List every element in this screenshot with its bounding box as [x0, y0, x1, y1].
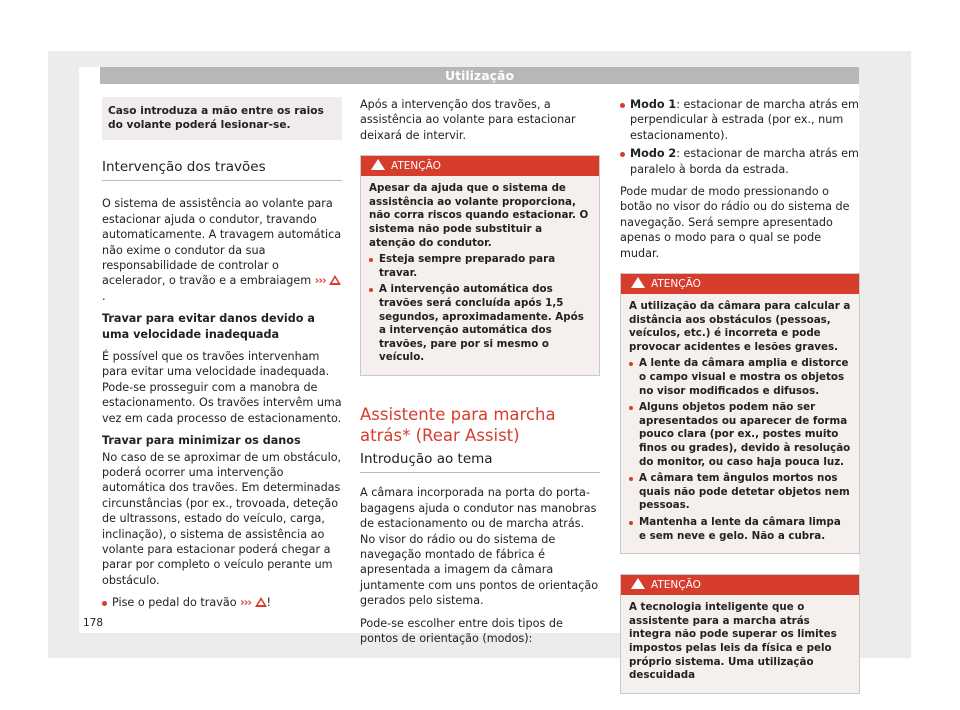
warning-body	[361, 176, 599, 375]
paragraph: Após a intervenção dos travões, a assistência ao volante para estacionar deixará de intervir.	[360, 98, 576, 142]
warning-text: Apesar da ajuda que o sistema de assistência ao volante proporciona, não corra riscos quando estacionar. O sistema não pode substituir a atenção do condutor.	[369, 182, 589, 249]
page-header: Utilização	[100, 67, 859, 84]
warning-box	[620, 273, 860, 554]
subheading: Travar para minimizar os danos	[102, 434, 301, 448]
warning-icon	[255, 597, 267, 607]
warning-header: ATENÇÃO	[361, 156, 599, 176]
list-item: Modo 1: estacionar de marcha atrás em perpendicular à estrada (por ex., num estacionamento).	[620, 97, 860, 143]
paragraph: O sistema de assistência ao volante para estacionar ajuda o condutor, travando automaticamente. A travagem automática não exime o condutor da sua responsabilidade de controlar o acelerador, o travão e a embraiagem ››› .	[102, 197, 342, 303]
warning-text: A utilização da câmara para calcular a distância aos obstáculos (pessoas, veículos, etc.) é incorreta e pode provocar acidentes e lesões graves.	[629, 300, 851, 353]
warning-text: A tecnologia inteligente que o assistente para a marcha atrás integra não pode superar os limites impostos pelas leis da física e pelo próprio sistema. Uma utilização descuidada	[629, 601, 837, 682]
column-middle	[360, 97, 600, 653]
chapter-title: Assistente para marcha atrás* (Rear Assist)	[360, 404, 556, 445]
paragraph: A câmara incorporada na porta do porta-bagagens ajuda o condutor nas manobras de estacionamento ou de marcha atrás. No visor do rádio ou do sistema de navegação montado de fábrica é apresentada a imagem da câmara juntamente com uns pontos de orientação gerados pelo sistema.	[360, 486, 599, 608]
note-box: Caso introduza a mão entre os raios do volante poderá lesionar-se.	[102, 97, 342, 140]
column-left	[102, 97, 342, 618]
list-item: A lente da câmara amplia e distorce o campo visual e mostra os objetos no visor modificados e difusos.	[629, 357, 851, 398]
warning-header: ATENÇÃO	[621, 575, 859, 595]
section-title: Intervenção dos travões	[102, 160, 342, 181]
list-item: Mantenha a lente da câmara limpa e sem neve e gelo. Não a cubra.	[629, 516, 851, 543]
list-item: A intervenção automática dos travões será concluída após 1,5 segundos, aproximadamente. Após a intervenção automática dos travões, pare por si mesmo o veículo.	[369, 283, 591, 365]
link-arrows-icon[interactable]: ›››	[314, 274, 326, 288]
list-item: Modo 2: estacionar de marcha atrás em paralelo à borda da estrada.	[620, 146, 860, 177]
subheading: Travar para evitar danos devido a uma velocidade inadequada	[102, 312, 315, 341]
list-item: Pise o pedal do travão ››› !	[102, 595, 342, 610]
warning-icon	[631, 578, 645, 589]
warning-box	[620, 574, 860, 694]
list-item: A câmara tem ângulos mortos nos quais não pode detetar objetos nem pessoas.	[629, 472, 851, 513]
warning-body	[621, 595, 859, 693]
paragraph: Pode-se escolher entre dois tipos de pontos de orientação (modos):	[360, 616, 563, 645]
column-right	[620, 97, 860, 710]
list-item: Alguns objetos podem não ser apresentados ou aparecer de forma pouco clara (por ex., postes muito finos ou grades), devido à resolução do monitor, ou caso haja pouca luz.	[629, 401, 851, 469]
list-item: Esteja sempre preparado para travar.	[369, 253, 591, 280]
warning-icon	[371, 159, 385, 170]
warning-body	[621, 294, 859, 553]
warning-icon	[631, 277, 645, 288]
warning-box	[360, 155, 600, 376]
link-arrows-icon[interactable]: ›››	[240, 596, 251, 610]
warning-header: ATENÇÃO	[621, 274, 859, 294]
paragraph: É possível que os travões intervenham para evitar uma velocidade inadequada. Pode-se prosseguir com a manobra de estacionamento. Os travões intervêm uma vez em cada processo de estacionamento.	[102, 350, 342, 425]
paragraph: Pode mudar de modo pressionando o botão no visor do rádio ou do sistema de navegação. Será sempre apresentado apenas o modo para o qual se pode mudar.	[620, 185, 850, 260]
page-number: 178	[83, 617, 104, 629]
section-title: Introdução ao tema	[360, 452, 600, 473]
warning-icon	[329, 275, 341, 285]
paragraph: No caso de se aproximar de um obstáculo, poderá ocorrer uma intervenção automática dos travões. Em determinadas circunstâncias (por ex., trovoada, deteção de ultrassons, estado do veículo, carga, inclinação), o sistema de assistência ao volante para estacionar poderá chegar a parar por completo o veículo perante um obstáculo.	[102, 450, 342, 587]
